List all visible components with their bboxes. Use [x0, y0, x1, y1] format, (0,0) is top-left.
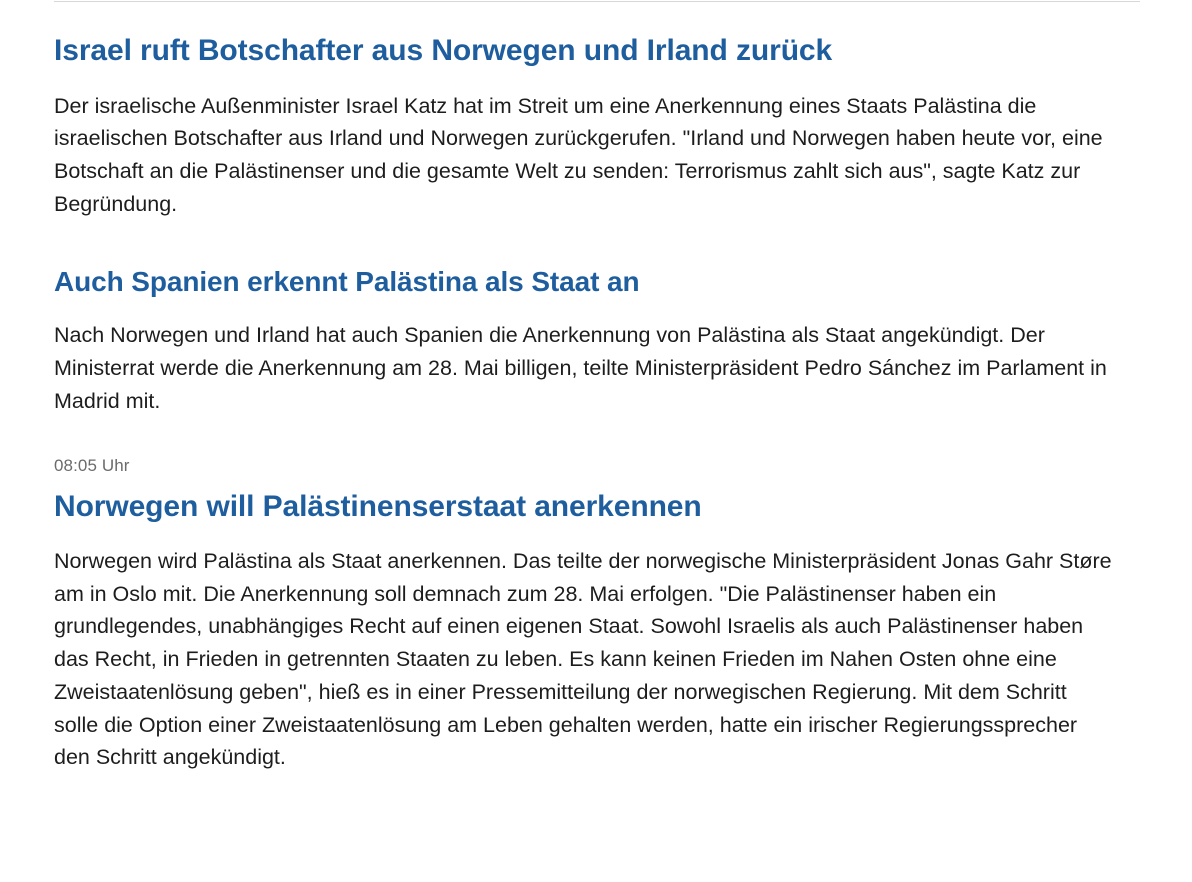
entry-body: Norwegen wird Palästina als Staat anerkennen. Das teilte der norwegische Ministerpräsident Jonas Gahr Støre am in Oslo mit. Die Anerkennung soll demnach zum 28. Mai erfolgen. "Die Palästinenser haben ein grundlegendes, unabhängiges Recht auf einen eigenen Staat. Sowohl Israelis als auch Palästinenser haben das Recht, in Frieden in getrennten Staaten zu leben. Es kann keinen Frieden im Nahen Osten ohne eine Zweistaatenlösung geben", hieß es in einer Pressemitteilung der norwegischen Regierung. Mit dem Schritt solle die Option einer Zweistaatenlösung am Leben gehalten werden, hatte ein irischer Regierungssprecher den Schritt angekündigt.	[54, 549, 1112, 770]
entry-headline[interactable]: Israel ruft Botschafter aus Norwegen und Irland zurück	[54, 34, 833, 67]
entry-headline[interactable]: Norwegen will Palästinenserstaat anerkennen	[54, 489, 702, 523]
entry-body: Der israelische Außenminister Israel Katz hat im Streit um eine Anerkennung eines Staats Palästina die israelischen Botschafter aus Irland und Norwegen zurückgerufen. "Irland und Norwegen haben heute vor, eine Botschaft an die Palästinenser und die gesamte Welt zu senden: Terrorismus zahlt sich aus", sagte Katz zur Begründung.	[54, 93, 1103, 216]
entry-headline[interactable]: Auch Spanien erkennt Palästina als Staat an	[54, 266, 640, 298]
entry-timestamp: 08:05 Uhr	[54, 456, 130, 476]
liveblog-entry-list	[54, 0, 1140, 774]
top-divider	[54, 1, 1140, 2]
entry-body: Nach Norwegen und Irland hat auch Spanien die Anerkennung von Palästina als Staat angekündigt. Der Ministerrat werde die Anerkennung am 28. Mai billigen, teilte Ministerpräsident Pedro Sánchez im Parlament in Madrid mit.	[54, 323, 1107, 413]
liveblog-entry	[54, 455, 1140, 773]
liveblog-entry	[54, 33, 1140, 220]
entry-spacer	[54, 417, 1140, 455]
entry-spacer	[54, 220, 1140, 265]
liveblog-entry	[54, 265, 1140, 417]
